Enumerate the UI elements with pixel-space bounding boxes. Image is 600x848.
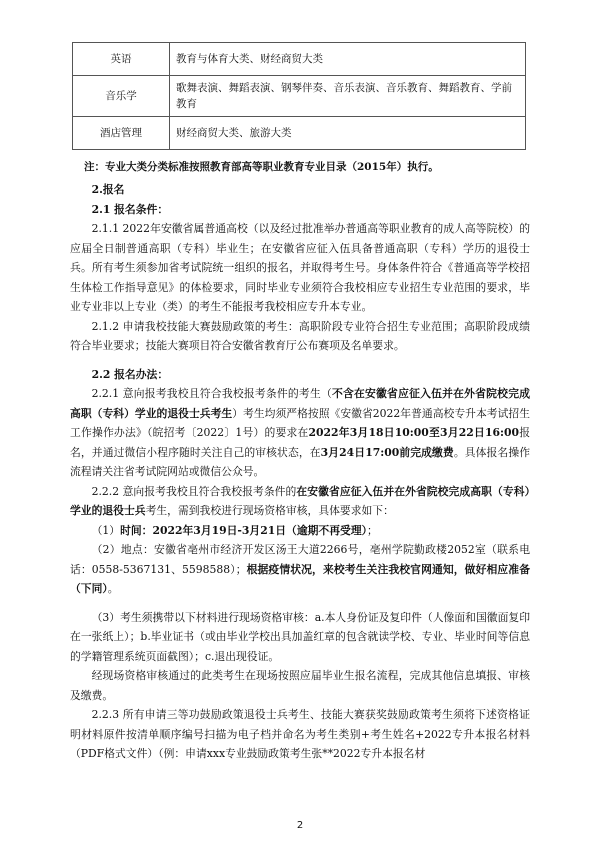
majors-cell: 财经商贸大类、旅游大类	[170, 117, 526, 150]
subsection-heading: 2.1 报名条件：	[91, 202, 169, 216]
subject-cell: 英语	[73, 43, 170, 76]
table-row	[73, 43, 526, 76]
page-number: 2	[296, 820, 304, 831]
bold-text: 时间：2022年3月19日-3月21日（逾期不再受理）	[120, 523, 368, 537]
list-item: （1）时间：2022年3月19日-3月21日（逾期不再受理）；	[91, 523, 378, 537]
subject-cell: 酒店管理	[73, 117, 170, 150]
paragraph: 2.1.2 申请我校技能大赛鼓励政策的考生：高职阶段专业符合招生专业范围；高职阶段成绩符合毕业要求；技能大赛项目符合安徽省教育厅公布赛项及名单要求。	[70, 319, 530, 352]
bold-text: 根据疫情状况，来校考生关注我校官网通知，做好相应准备（下同）	[70, 562, 530, 595]
paragraph: 2.2.2 意向报考我校且符合我校报考条件的在安徽省应征入伍并在外省院校完成高职（专科）学业的退役士兵考生，需到我校进行现场资格审核，具体要求如下：	[70, 484, 530, 517]
section-heading: 2.报名	[91, 183, 125, 196]
bold-text: 在安徽省应征入伍并在外省院校完成高职（专科）学业的退役士兵	[70, 484, 530, 517]
list-item: （3）考生须携带以下材料进行现场资格审核：a.本人身份证及复印件（人像面和国徽面复印在一张纸上）；b.毕业证书（或由毕业学校出具加盖红章的包含就读学校、专业、毕业时间等信息的学籍管理系统页面截图）；c.退出现役证。	[70, 610, 530, 663]
paragraph: 经现场资格审核通过的此类考生在现场按照应届毕业生报名流程，完成其他信息填报、审核及缴费。	[70, 669, 530, 702]
table-note: 注：专业大类分类标准按照教育部高等职业教育专业目录（2015年）执行。	[84, 161, 439, 173]
bold-text: 不含在安徽省应征入伍并在外省院校完成高职（专科）学业的退役士兵考生	[70, 387, 531, 420]
majors-table	[72, 42, 526, 150]
table-row	[73, 76, 526, 117]
subsection-heading: 2.2 报名办法：	[91, 367, 169, 381]
paragraph: 2.1.1 2022年安徽省属普通高校（以及经过批准举办普通高等职业教育的成人高等院校）的应届全日制普通高职（专科）毕业生；在安徽省应征入伍具备普通高职（专科）学历的退役士兵。所有考生须参加省考试院统一组织的报名，并取得考生号。身体条件符合《普通高等学校招生体检工作指导意见》的体检要求，同时毕业专业须符合我校相应专业招生专业范围的要求，毕业专业非以上专业（类）的考生不能报考我校相应专升本专业。	[70, 222, 530, 313]
bold-text: 3月24日17:00前完成缴费	[320, 445, 454, 459]
document-body	[70, 180, 530, 764]
table-row	[73, 117, 526, 150]
list-item: （2）地点：安徽省亳州市经济开发区汤王大道2266号，亳州学院勤政楼2052室（联系电话：0558-5367131、5598588）；根据疫情状况，来校考生关注我校官网通知，做好相应准备（下同）。	[70, 543, 530, 595]
paragraph: 2.2.1 意向报考我校且符合我校报考条件的考生（不含在安徽省应征入伍并在外省院校完成高职（专科）学业的退役士兵考生）考生均须严格按照《安徽省2022年普通高校专升本考试招生工作操作办法》（皖招考〔2022〕1号）的要求在2022年3月18日10:00至3月22日16:00报名，并通过微信小程序随时关注自己的审核状态，在3月24日17:00前完成缴费。具体报名操作流程请关注省考试院网站或微信公众号。	[70, 387, 531, 478]
majors-cell: 教育与体育大类、财经商贸大类	[170, 43, 526, 76]
majors-cell: 歌舞表演、舞蹈表演、钢琴伴奏、音乐表演、音乐教育、舞蹈教育、学前教育	[170, 76, 526, 117]
paragraph: 2.2.3 所有申请三等功鼓励政策退役士兵考生、技能大赛获奖鼓励政策考生须将下述资格证明材料原件按清单顺序编号扫描为电子档并命名为考生类别+考生姓名+2022专升本报名材料（PDF格式文件）（例：申请xxx专业鼓励政策考生张**2022专升本报名材	[70, 708, 530, 760]
subject-cell: 音乐学	[73, 76, 170, 117]
bold-text: 2022年3月18日10:00至3月22日16:00	[308, 426, 519, 439]
